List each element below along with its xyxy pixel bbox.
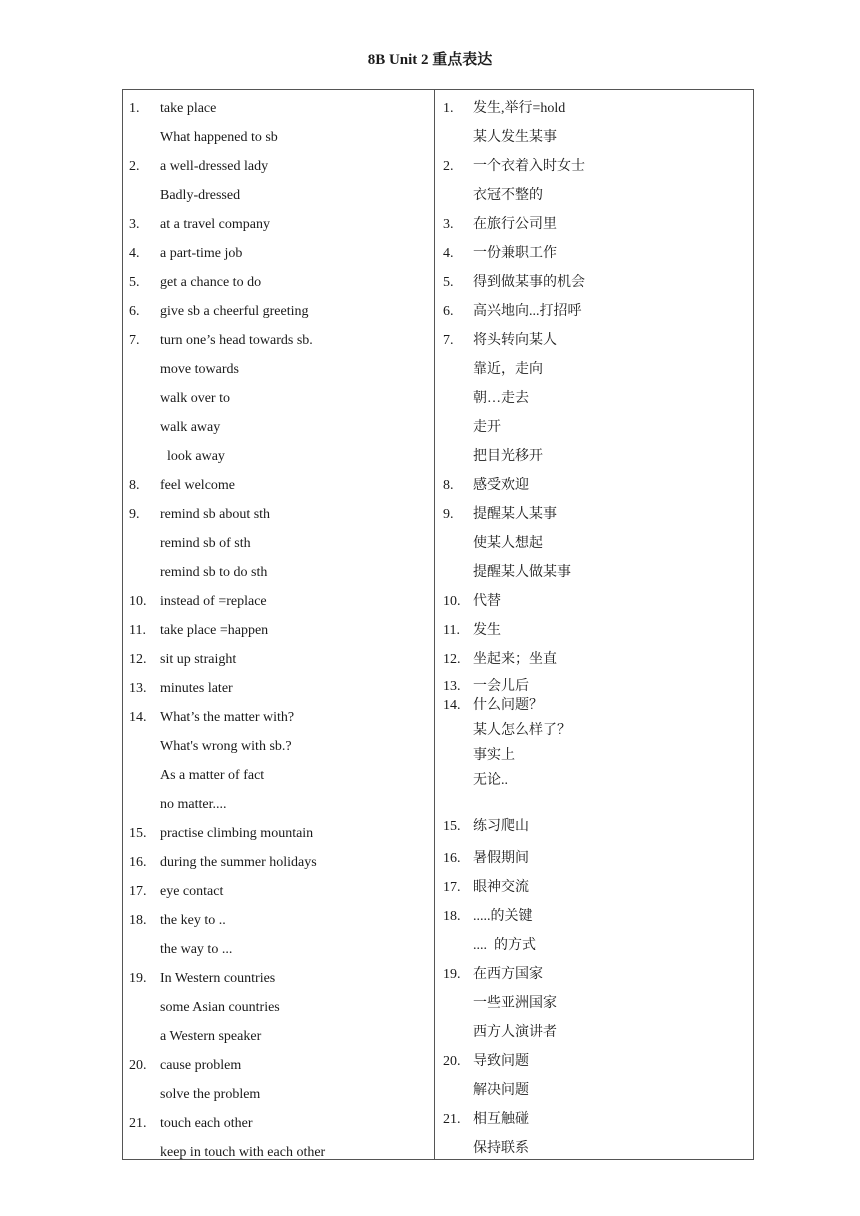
chinese-item-number: 1. [443, 101, 454, 116]
chinese-item-text: 眼神交流 [473, 880, 529, 895]
chinese-item-number: 12. [443, 652, 461, 667]
chinese-item-number: 14. [443, 698, 461, 713]
chinese-item-text: 代替 [473, 594, 501, 609]
chinese-item-text: 得到做某事的机会 [473, 275, 585, 290]
english-item-text: turn one’s head towards sb. [160, 333, 313, 348]
english-item-number: 5. [129, 275, 140, 290]
chinese-item-text: 一个衣着入时女士 [473, 159, 585, 174]
english-item-number: 14. [129, 710, 147, 725]
chinese-item-number: 8. [443, 478, 454, 493]
chinese-item-number: 21. [443, 1112, 461, 1127]
chinese-item-text: 感受欢迎 [473, 478, 529, 493]
chinese-item-number: 17. [443, 880, 461, 895]
english-item-number: 2. [129, 159, 140, 174]
chinese-item-text: 无论.. [473, 773, 508, 788]
chinese-item-number: 4. [443, 246, 454, 261]
page-title: 8B Unit 2 重点表达 [367, 52, 493, 68]
english-item-text: keep in touch with each other [160, 1145, 326, 1160]
english-item-number: 10. [129, 594, 147, 609]
chinese-item-text: .... 的方式 [473, 938, 536, 953]
english-item-text: feel welcome [160, 478, 236, 493]
chinese-item-number: 5. [443, 275, 454, 290]
english-item-number: 8. [129, 478, 140, 493]
chinese-item-text: 高兴地向...打招呼 [473, 304, 582, 319]
chinese-item-text: 发生,举行=hold [473, 101, 566, 116]
english-item-text: a part-time job [160, 246, 243, 261]
english-item-number: 18. [129, 913, 147, 928]
english-item-number: 4. [129, 246, 140, 261]
chinese-item-text: 坐起来；坐直 [473, 652, 557, 667]
chinese-item-number: 11. [443, 623, 460, 638]
chinese-item-text: 把目光移开 [473, 449, 543, 464]
english-item-text: move towards [160, 362, 239, 377]
english-item-text: minutes later [160, 681, 233, 696]
english-item-number: 20. [129, 1058, 147, 1073]
english-item-text: no matter.... [160, 797, 227, 812]
english-item-number: 15. [129, 826, 147, 841]
chinese-item-text: 在旅行公司里 [473, 217, 557, 232]
english-item-text: What's wrong with sb.? [160, 739, 292, 754]
english-item-number: 6. [129, 304, 140, 319]
chinese-item-text: 保持联系 [473, 1141, 529, 1156]
english-item-text: What’s the matter with? [160, 710, 295, 725]
english-item-number: 12. [129, 652, 147, 667]
english-item-number: 17. [129, 884, 147, 899]
english-item-text: look away [160, 449, 225, 464]
chinese-item-number: 6. [443, 304, 454, 319]
english-item-text: during the summer holidays [160, 855, 317, 870]
chinese-item-number: 10. [443, 594, 461, 609]
english-item-text: What happened to sb [160, 130, 278, 145]
english-item-text: In Western countries [160, 971, 276, 986]
english-item-number: 1. [129, 101, 140, 116]
chinese-item-number: 13. [443, 679, 461, 694]
english-item-text: remind sb of sth [160, 536, 251, 551]
chinese-item-number: 15. [443, 819, 461, 834]
chinese-item-text: 练习爬山 [473, 819, 529, 834]
english-item-number: 3. [129, 217, 140, 232]
chinese-item-text: 提醒某人做某事 [473, 565, 571, 580]
chinese-item-text: 事实上 [473, 748, 515, 763]
chinese-item-text: 什么问题？ [473, 698, 543, 713]
english-item-text: practise climbing mountain [160, 826, 314, 841]
chinese-item-text: 朝…走去 [473, 391, 529, 406]
english-item-text: eye contact [160, 884, 224, 899]
english-item-number: 19. [129, 971, 147, 986]
english-item-text: As a matter of fact [160, 768, 265, 783]
english-item-text: a well-dressed lady [160, 159, 269, 174]
english-item-text: take place [160, 101, 217, 116]
chinese-item-text: 衣冠不整的 [473, 188, 543, 203]
english-item-text: give sb a cheerful greeting [160, 304, 309, 319]
chinese-item-number: 20. [443, 1054, 461, 1069]
english-item-text: get a chance to do [160, 275, 262, 290]
english-item-number: 13. [129, 681, 147, 696]
chinese-item-number: 18. [443, 909, 461, 924]
chinese-item-text: 靠近，走向 [473, 362, 543, 377]
english-item-number: 9. [129, 507, 140, 522]
chinese-item-number: 3. [443, 217, 454, 232]
chinese-item-text: 发生 [473, 623, 501, 638]
chinese-item-text: 将头转向某人 [473, 333, 557, 348]
english-item-text: sit up straight [160, 652, 237, 667]
english-item-number: 16. [129, 855, 147, 870]
chinese-item-number: 2. [443, 159, 454, 174]
english-item-text: at a travel company [160, 217, 271, 232]
chinese-item-text: .....的关键 [473, 909, 533, 924]
english-item-number: 7. [129, 333, 140, 348]
chinese-item-text: 一些亚洲国家 [473, 996, 557, 1011]
english-item-text: touch each other [160, 1116, 253, 1131]
english-item-text: a Western speaker [160, 1029, 262, 1044]
chinese-item-text: 西方人演讲者 [473, 1025, 557, 1040]
chinese-item-number: 9. [443, 507, 454, 522]
english-item-text: instead of =replace [160, 594, 267, 609]
english-item-text: remind sb about sth [160, 507, 271, 522]
chinese-item-text: 某人怎么样了？ [473, 723, 571, 738]
chinese-item-text: 一份兼职工作 [473, 246, 557, 261]
english-item-text: solve the problem [160, 1087, 261, 1102]
chinese-item-text: 解决问题 [473, 1083, 529, 1098]
english-item-text: walk away [160, 420, 221, 435]
expressions-table [122, 89, 754, 1160]
english-item-text: cause problem [160, 1058, 242, 1073]
chinese-item-text: 相互触碰 [473, 1112, 529, 1127]
chinese-item-number: 7. [443, 333, 454, 348]
english-item-text: Badly-dressed [160, 188, 241, 203]
chinese-item-text: 导致问题 [473, 1054, 529, 1069]
english-item-number: 11. [129, 623, 146, 638]
english-item-text: some Asian countries [160, 1000, 280, 1015]
chinese-item-text: 在西方国家 [473, 967, 543, 982]
chinese-item-number: 16. [443, 851, 461, 866]
chinese-item-text: 使某人想起 [473, 536, 543, 551]
english-item-text: walk over to [160, 391, 230, 406]
chinese-item-text: 暑假期间 [473, 851, 529, 866]
english-item-text: remind sb to do sth [160, 565, 268, 580]
chinese-item-text: 走开 [473, 420, 501, 435]
english-item-text: the key to .. [160, 913, 226, 928]
chinese-item-text: 一会儿后 [473, 679, 529, 694]
column-divider [434, 90, 435, 1159]
chinese-item-number: 19. [443, 967, 461, 982]
english-item-number: 21. [129, 1116, 147, 1131]
chinese-item-text: 提醒某人某事 [473, 507, 557, 522]
english-item-text: the way to ... [160, 942, 233, 957]
chinese-item-text: 某人发生某事 [473, 130, 557, 145]
english-item-text: take place =happen [160, 623, 269, 638]
